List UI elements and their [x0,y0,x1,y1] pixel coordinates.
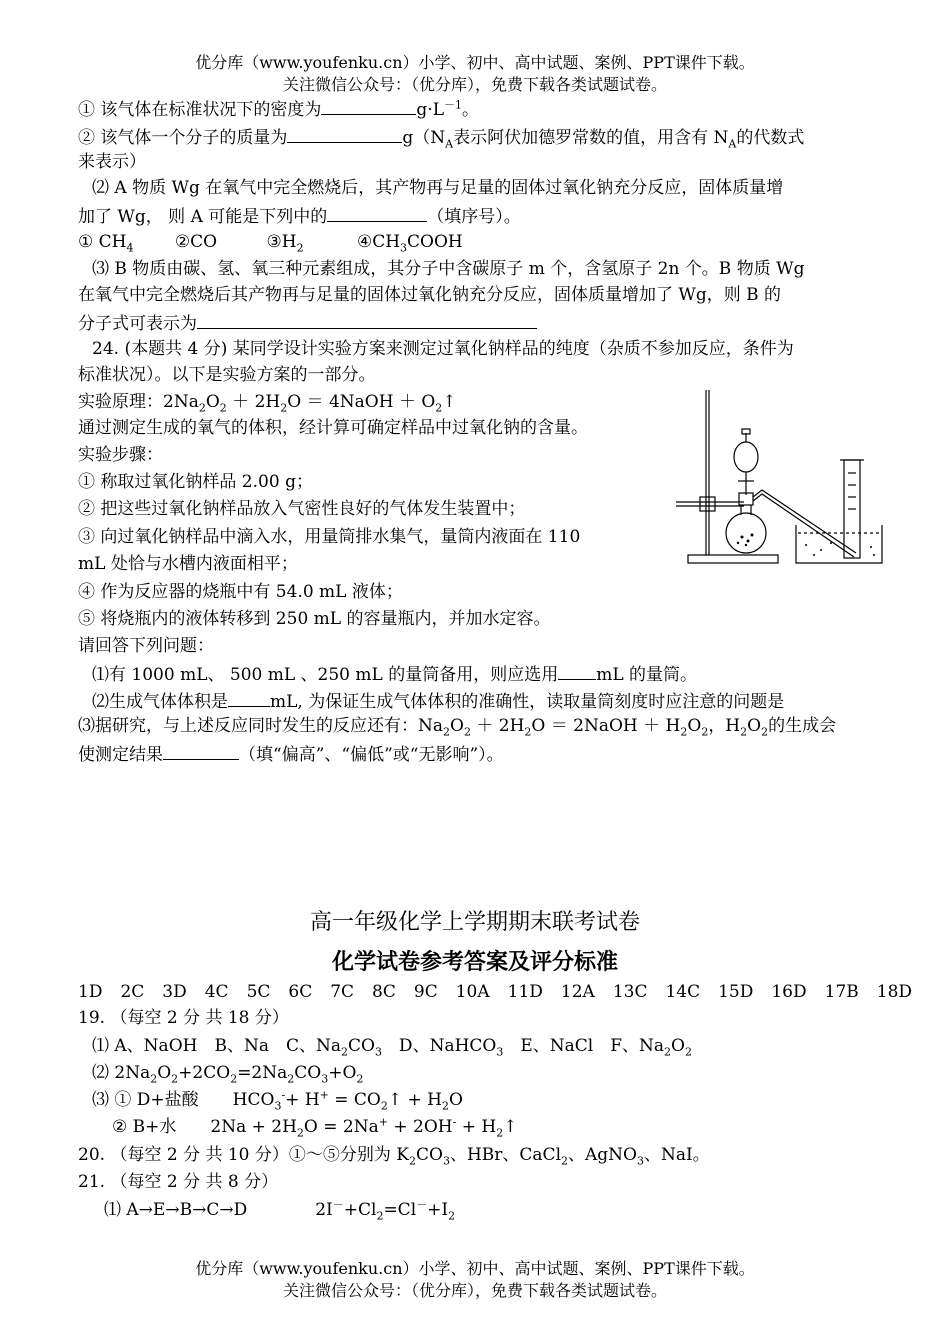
q23-part2-line2: 加了 Wg， 则 A 可能是下列中的 （填序号）。 [78,203,521,229]
q24-ask: 请回答下列问题： [78,636,214,656]
mc-answer: 16D [771,982,807,1002]
q24-answer-2: ⑵生成气体体积是 mL, 为保证生成气体体积的准确性，读取量筒刻度时应注意的问题是 [92,688,784,714]
q24-intro-1: 24. (本题共 4 分) 某同学设计实验方案来测定过氧化钠样品的纯度（杂质不参加反应，条件为 [92,339,794,359]
q23-part2-line1: ⑵ A 物质 Wg 在氧气中完全燃烧后，其产物再与足量的固体过氧化钠充分反应，固体质量增 [92,178,784,198]
footer-line-2: 关注微信公众号：（优分库），免费下载各类试题试卷。 [282,1281,667,1300]
q19-title: 19. （每空 2 分 共 18 分） [78,1008,289,1028]
q24-answer-1: ⑴有 1000 mL、 500 mL 、250 mL 的量筒备用，则应选用 mL 的量筒。 [92,661,697,687]
q24-steps-title: 实验步骤： [78,445,163,465]
q19-answer-3: ⑶ ① D+盐酸 $HCO_3^-+ H^+$ = $CO_2↑ + H_2O$ [92,1088,463,1113]
q24-step-4: ④ 作为反应器的烧瓶中有 54.0 mL 液体； [78,582,403,602]
q24-answer-3: ⑶据研究，与上述反应同时发生的反应还有：$Na_2O_2 + 2H_2O$ ＝ 2NaOH ＋ $H_2O_2$，$H_2O_2$的生成会 [78,716,837,739]
q24-step-1: ① 称取过氧化钠样品 2.00 g； [78,472,313,492]
mc-answer: 1D [78,982,103,1002]
q20-answer: 20. （每空 2 分 共 10 分）①～⑤分别为 $K_2CO_3$、HBr、CaCl$_2$、AgNO$_3$、NaI。 [78,1145,710,1168]
q23-part3-line3: 分子式可表示为 [78,310,537,336]
mc-answer: 17B [824,982,859,1002]
answer-section-title: 高一年级化学上学期期末联考试卷 [309,910,640,935]
answer-section-subtitle: 化学试卷参考答案及评分标准 [331,950,618,975]
mc-answer: 6C [288,982,313,1002]
q23-mass-line: ② 该气体一个分子的质量为 $g(N_A$表示阿伏加德罗常数的值，用含有 $N_A$的代数式 [78,124,804,150]
q19-answer-4: ② B+水 $2Na + 2H_2O = 2Na^+ + 2OH^-$ + $H_2↑$ [112,1115,518,1140]
separatory-funnel [734,442,758,472]
q21-title: 21. （每空 2 分 共 8 分） [78,1172,279,1192]
q24-step-3b: mL 处恰与水槽内液面相平； [78,554,298,574]
q23-density-line: ① 该气体在标准状况下的密度为 $g\cdot L^{-1}$。 [78,96,479,122]
mc-answer: 7C [330,982,355,1002]
mc-answer-row [78,980,930,1004]
header-line-2: 关注微信公众号：（优分库），免费下载各类试题试卷。 [282,75,667,94]
q23-options: ① $CH_4$ ②CO $③H_2$ $④CH_3COOH$ [78,232,463,255]
mc-answer: 14C [665,982,701,1002]
header-line-1: 优分库（www.youfenku.cn）小学、初中、高中试题、案例、PPT课件下载。 [195,53,755,72]
water-trough [796,525,882,563]
mc-answer: 3D [162,982,187,1002]
round-bottom-flask [726,513,766,553]
q21-answer-1: ⑴ A→E→B→C→D $2I^-+Cl_2=Cl^-+I_2$ [104,1198,456,1223]
mc-answer: 11D [507,982,543,1002]
q24-principle: 实验原理：$2Na_2O_2 + 2H_2O$ ＝ 4NaOH ＋ $O_2↑$ [78,392,457,415]
mc-answer: 4C [204,982,229,1002]
mc-answer: 13C [612,982,648,1002]
gas-collection-apparatus-diagram [676,385,886,570]
mc-answer: 18D [876,982,913,1002]
q24-intro-2: 标准状况）。以下是实验方案的一部分。 [78,365,376,385]
stand-base [688,555,778,563]
q24-step-3a: ③ 向过氧化钠样品中滴入水，用量筒排水集气，量筒内液面在 110 [78,527,581,547]
q23-part3-line1: ⑶ B 物质由碳、氢、氧三种元素组成，其分子中含碳原子 m 个，含氢原子 2n 个。B 物质 Wg [92,259,805,279]
mc-answer: 5C [246,982,271,1002]
mc-answer: 10A [455,982,490,1002]
mc-answer: 2C [120,982,145,1002]
mc-answer: 15D [718,982,754,1002]
mc-answer: 8C [372,982,396,1002]
mc-answer: 12A [560,982,595,1002]
q19-answer-2: ⑵ $2Na_2O_2+2CO_2=2Na_2CO_3+O_2$ [92,1063,364,1086]
footer-line-1: 优分库（www.youfenku.cn）小学、初中、高中试题、案例、PPT课件下载。 [195,1259,755,1278]
delivery-tube [753,490,856,553]
q24-explain: 通过测定生成的氧气的体积，经计算可确定样品中过氧化钠的含量。 [78,418,588,438]
q24-step-2: ② 把这些过氧化钠样品放入气密性良好的气体发生装置中； [78,499,526,519]
q23-part3-line2: 在氧气中完全燃烧后其产物再与足量的固体过氧化钠充分反应，固体质量增加了 Wg，则 B 的 [78,285,782,305]
q24-answer-3-cont: 使测定结果 （填“偏高”、“偏低”或“无影响”）。 [78,741,504,767]
q24-step-5: ⑤ 将烧瓶内的液体转移到 250 mL 的容量瓶内，并加水定容。 [78,609,551,629]
q19-answer-1: ⑴ A、NaOH B、Na C、$Na_2CO_3$ D、NaHCO$_3$ E、NaCl F、$Na_2O_2$ [92,1036,692,1059]
q23-mass-line-cont: 来表示） [78,152,146,172]
mc-answer: 9C [413,982,438,1002]
